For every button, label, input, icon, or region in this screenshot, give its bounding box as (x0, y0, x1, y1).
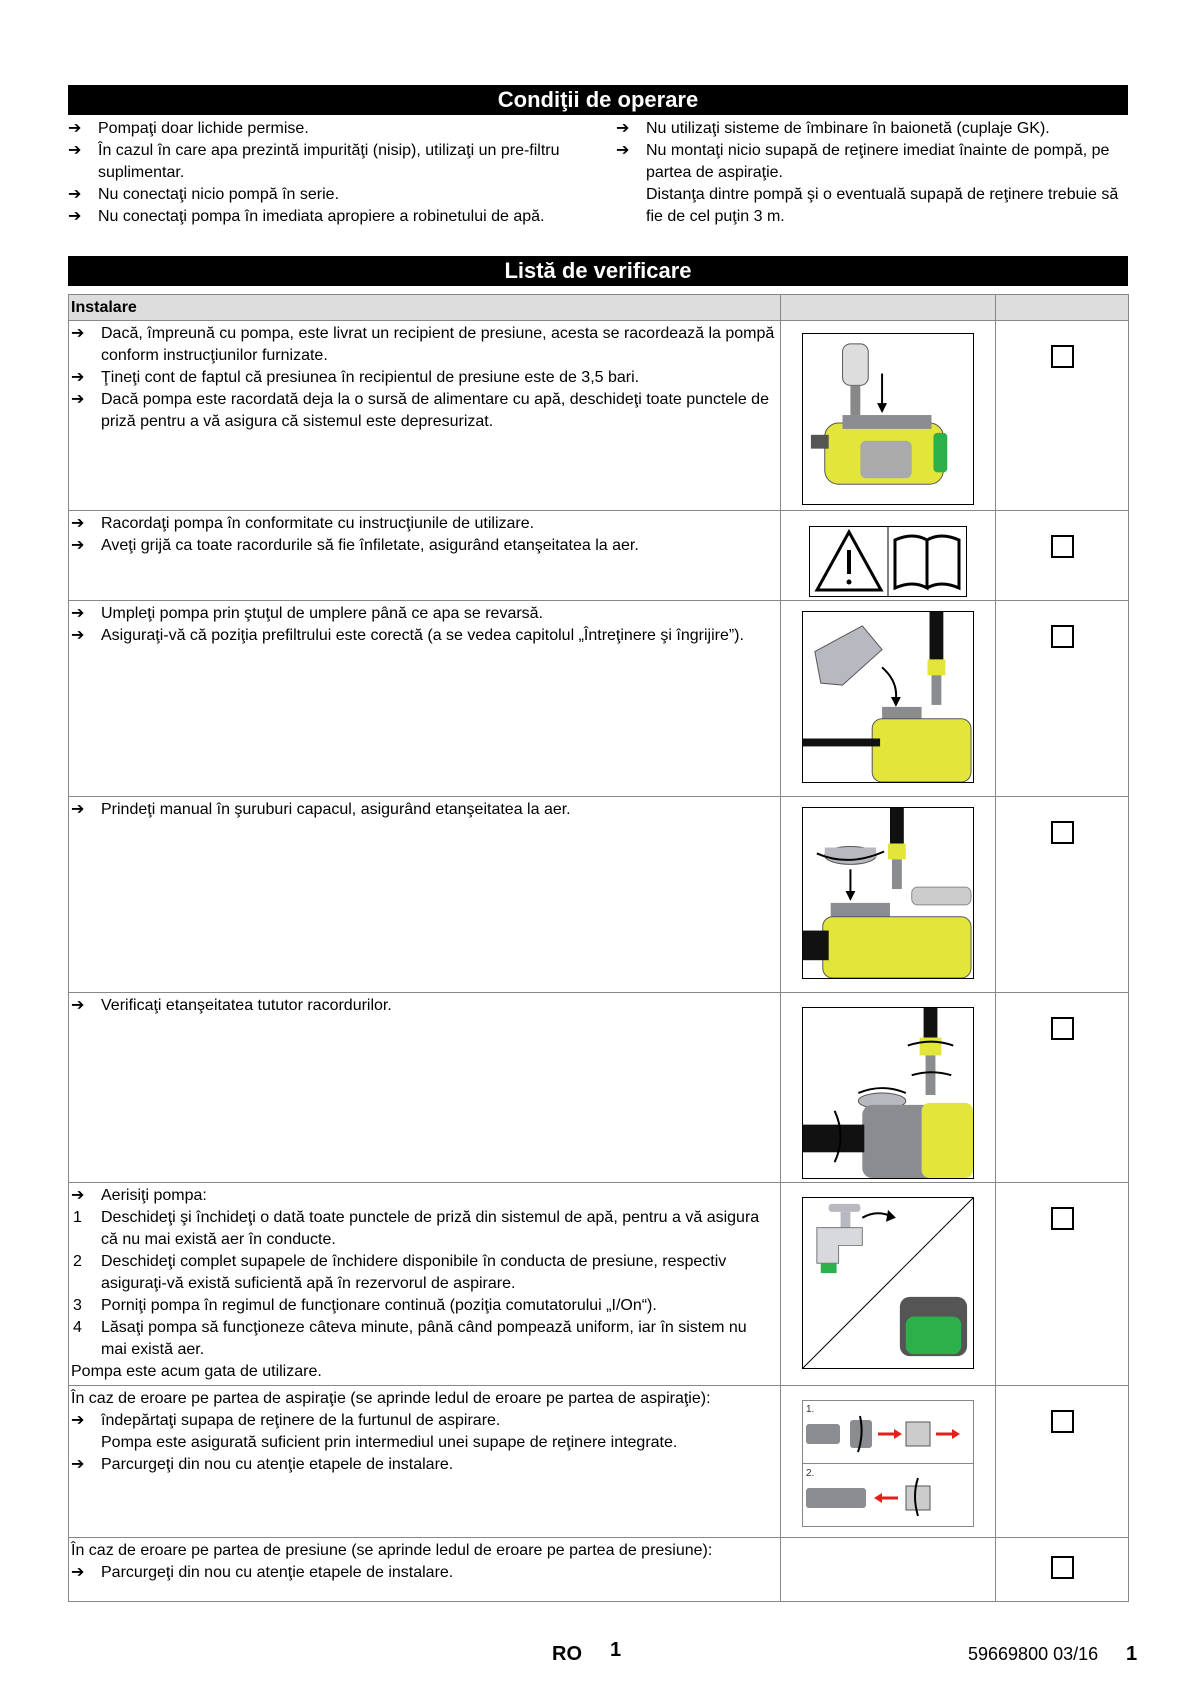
arrow-icon: ➔ (71, 1187, 85, 1204)
arrow-icon: ➔ (71, 537, 85, 554)
list-item: 4 Lăsaţi pompa să funcţioneze câteva minute, până când pompează uniform, iar în sistem nu mai există aer. (73, 1319, 747, 1358)
list-item: ➔ Dacă pompa este racordată deja la o sursă de alimentare cu apă, deschideţi toate punctele de priză pentru a vă asigura că sistemul este depresurizat. (71, 391, 769, 430)
note-text: Pompa este asigurată suficient prin intermediul unei supape de reţinere integrate. (101, 1434, 678, 1451)
ready-text: Pompa este acum gata de utilizare. (71, 1363, 322, 1380)
table-row (69, 797, 1129, 993)
checkbox[interactable] (1051, 1556, 1074, 1579)
footer-page-number: 1 (610, 1639, 622, 1661)
pressure-vessel-illustration (802, 333, 974, 505)
svg-text:2.: 2. (806, 1468, 815, 1479)
list-item: ➔ Nu utilizaţi sisteme de îmbinare în baionetă (cuplaje GK). (616, 118, 1130, 140)
list-item: ➔ Nu conectaţi pompa în imediata apropiere a robinetului de apă. (68, 206, 588, 228)
arrow-icon: ➔ (71, 325, 85, 342)
list-item: 1 Deschideţi şi închideţi o dată toate punctele de priză din sistemul de apă, pentru a vă asigura că nu mai există aer în conducte. (73, 1209, 760, 1248)
list-item: ➔ Aveţi grijă ca toate racordurile să fie înfiletate, asigurând etanşeitatea la aer. (71, 535, 776, 557)
list-item: ➔ Parcurgeţi din nou cu atenţie etapele de instalare. (71, 1454, 776, 1476)
arrow-icon: ➔ (71, 369, 85, 386)
table-row (69, 1386, 1129, 1538)
checkbox[interactable] (1051, 1410, 1074, 1433)
list-item: ➔ Aerisiţi pompa: (71, 1185, 776, 1207)
list-item: ➔ Parcurgeţi din nou cu atenţie etapele de instalare. (71, 1562, 776, 1584)
list-item: ➔ În cazul în care apa prezintă impurităţi (nisip), utilizaţi un pre-filtru suplimentar. (68, 142, 560, 181)
arrow-icon: ➔ (616, 142, 630, 159)
list-item: ➔ Umpleţi pompa prin ştuţul de umplere până ce apa se revarsă. (71, 603, 776, 625)
list-item: 3 Porniţi pompa în regimul de funcţionare continuă (poziţia comutatorului „I/On“). (73, 1297, 657, 1314)
arrow-icon: ➔ (68, 120, 82, 137)
arrow-icon: ➔ (71, 605, 85, 622)
operating-left-list (68, 118, 588, 228)
table-row (69, 511, 1129, 601)
error-pressure-text: În caz de eroare pe partea de presiune (se aprinde ledul de eroare pe partea de presiune): (71, 1542, 713, 1559)
list-item: ➔ Verificaţi etanşeitatea tututor racordurilor. (71, 995, 776, 1017)
checkbox[interactable] (1051, 1017, 1074, 1040)
warning-manual-icon (809, 526, 967, 598)
leak-check-illustration (802, 1007, 974, 1179)
checkbox[interactable] (1051, 1207, 1074, 1230)
svg-text:1.: 1. (806, 1404, 815, 1415)
footer-language: RO (552, 1643, 582, 1665)
arrow-icon: ➔ (71, 1412, 85, 1429)
table-row (69, 1538, 1129, 1602)
arrow-icon: ➔ (71, 1564, 85, 1581)
section-title-operating: Condiţii de operare (68, 85, 1128, 115)
checklist-table (68, 294, 1129, 1602)
arrow-icon: ➔ (71, 515, 85, 532)
list-item: ➔ Pompaţi doar lichide permise. (68, 118, 588, 140)
list-item: ➔ îndepărtaţi supapa de reţinere de la furtunul de aspirare. (71, 1410, 776, 1432)
footer-doc-number: 59669800 03/16 (968, 1644, 1099, 1664)
table-row (69, 601, 1129, 797)
table-row (69, 321, 1129, 511)
header-installation: Instalare (69, 295, 781, 321)
operating-right-list (616, 118, 1130, 228)
operating-note: Distanţa dintre pompă şi o eventuală supapă de reţinere trebuie să fie de cel puţin 3 m. (646, 186, 1119, 225)
arrow-icon: ➔ (68, 142, 82, 159)
table-row (69, 1183, 1129, 1386)
table-header-row (69, 295, 1129, 321)
checkbox[interactable] (1051, 625, 1074, 648)
arrow-icon: ➔ (68, 208, 82, 225)
cap-screw-illustration (802, 807, 974, 979)
tap-and-pump-illustration (802, 1197, 974, 1369)
footer-page-right: 1 (1126, 1643, 1138, 1665)
arrow-icon: ➔ (616, 120, 630, 137)
list-item: ➔ Nu montaţi nicio supapă de reţinere imediat înainte de pompă, pe partea de aspiraţie. (616, 142, 1110, 181)
list-item: ➔ Prindeţi manual în şuruburi capacul, asigurând etanşeitatea la aer. (71, 799, 776, 821)
list-item: ➔ Asiguraţi-vă că poziţia prefiltrului este corectă (a se vedea capitolul „Întreţinere şi îngrijire”). (71, 625, 776, 647)
arrow-icon: ➔ (71, 801, 85, 818)
list-item: ➔ Ţineţi cont de faptul că presiunea în recipientul de presiune este de 3,5 bari. (71, 367, 776, 389)
arrow-icon: ➔ (71, 391, 85, 408)
list-item: ➔ Dacă, împreună cu pompa, este livrat un recipient de presiune, acesta se racordează la pompă conform instrucţiunilor furnizate. (71, 325, 775, 364)
error-suction-text: În caz de eroare pe partea de aspiraţie (se aprinde ledul de eroare pe partea de aspiraţie): (71, 1390, 711, 1407)
arrow-icon: ➔ (68, 186, 82, 203)
arrow-icon: ➔ (71, 627, 85, 644)
list-item: 2 Deschideţi complet supapele de închidere disponibile în conducta de presiune, respectiv asiguraţi-vă există suficientă apă în rezervorul de aspirare. (73, 1253, 727, 1292)
section-title-checklist: Listă de verificare (68, 256, 1128, 286)
check-valve-removal-illustration (802, 1400, 974, 1528)
checkbox[interactable] (1051, 821, 1074, 844)
list-item: ➔ Racordaţi pompa în conformitate cu instrucţiunile de utilizare. (71, 513, 776, 535)
arrow-icon: ➔ (71, 997, 85, 1014)
prefilter-illustration (802, 611, 974, 783)
list-item: ➔ Nu conectaţi nicio pompă în serie. (68, 184, 588, 206)
checkbox[interactable] (1051, 345, 1074, 368)
checkbox[interactable] (1051, 535, 1074, 558)
table-row (69, 993, 1129, 1183)
arrow-icon: ➔ (71, 1456, 85, 1473)
